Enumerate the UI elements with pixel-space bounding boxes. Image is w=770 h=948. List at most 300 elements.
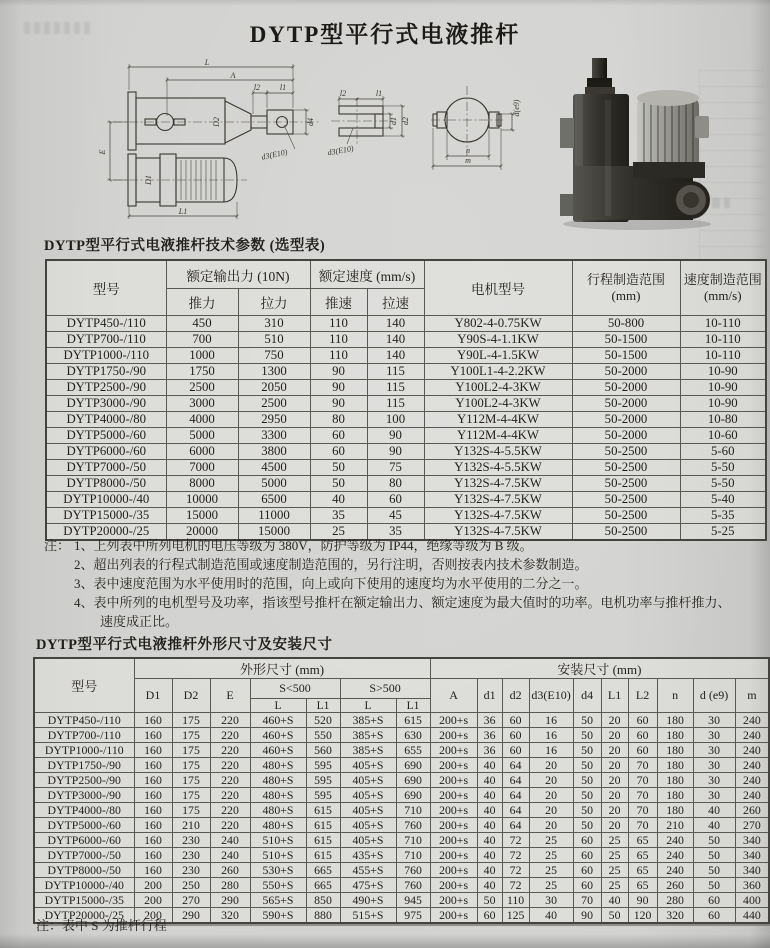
table-cell: 220 <box>210 713 250 728</box>
table-row <box>34 818 769 833</box>
table-cell: 595 <box>306 758 340 773</box>
table-cell: 5-40 <box>680 492 766 508</box>
table-cell: 690 <box>396 773 430 788</box>
table-cell: 50-2500 <box>572 460 680 476</box>
table-row <box>34 728 769 743</box>
table-cell: 20 <box>601 803 628 818</box>
table-cell: 220 <box>210 773 250 788</box>
table-cell: 90 <box>310 380 367 396</box>
table-cell: 475+S <box>340 878 396 893</box>
table-row <box>34 848 769 863</box>
table-cell: 50 <box>477 893 502 908</box>
table-cell: 530+S <box>250 863 306 878</box>
table-cell: 160 <box>134 863 172 878</box>
table-cell: 80 <box>367 476 424 492</box>
table-cell: 2500 <box>238 396 310 412</box>
table-cell: 615 <box>306 848 340 863</box>
table-cell: 70 <box>628 818 657 833</box>
table-row <box>46 492 766 508</box>
table-cell: Y132S-4-5.5KW <box>424 460 572 476</box>
table-cell: 615 <box>306 803 340 818</box>
col-header-A: A <box>430 679 477 713</box>
table-cell: 10-110 <box>680 316 766 332</box>
table-cell: 200+s <box>430 833 477 848</box>
dim-label-d3: d3(E10) <box>260 147 289 162</box>
table-cell: 200+s <box>430 773 477 788</box>
table-row <box>34 833 769 848</box>
table-cell: 320 <box>210 908 250 924</box>
table-cell: 20 <box>601 728 628 743</box>
table-row <box>34 713 769 728</box>
notes-prefix: 注： <box>44 538 71 553</box>
dim-label-n: n <box>466 146 470 155</box>
model-cell: DYTP2500-/90 <box>34 773 134 788</box>
table-cell: 175 <box>172 773 210 788</box>
table-row <box>46 508 766 524</box>
table-cell: 70 <box>628 803 657 818</box>
table-cell: 200+s <box>430 908 477 924</box>
table-cell: Y100L2-4-3KW <box>424 396 572 412</box>
table-cell: 30 <box>529 893 573 908</box>
dimension-table <box>33 657 770 924</box>
note-item <box>44 536 734 555</box>
table-cell: 710 <box>396 848 430 863</box>
table-cell: 70 <box>573 893 601 908</box>
col-header-D1: D1 <box>134 679 172 713</box>
model-cell: DYTP450-/110 <box>46 316 166 332</box>
table-cell: 30 <box>693 758 735 773</box>
table-cell: 30 <box>693 788 735 803</box>
spec-table-title: DYTP型平行式电液推杆技术参数 (选型表) <box>44 238 326 254</box>
table-cell: 240 <box>735 743 769 758</box>
table-row <box>34 773 769 788</box>
model-cell: DYTP5000-/60 <box>34 818 134 833</box>
table-cell: 90 <box>310 396 367 412</box>
table-cell: 25 <box>601 833 628 848</box>
footnote: 注：表中 S 为推杆行程 <box>36 918 167 933</box>
table-cell: 2950 <box>238 412 310 428</box>
table-cell: 60 <box>477 908 502 924</box>
table-cell: 615 <box>396 713 430 728</box>
col-header-D2: D2 <box>172 679 210 713</box>
col-header-model: 型号 <box>34 658 134 713</box>
table-cell: 550 <box>306 728 340 743</box>
col-header-s-lt-500: S<500 <box>250 679 340 699</box>
table-cell: 70 <box>628 773 657 788</box>
table-cell: 50 <box>601 908 628 924</box>
table-cell: 64 <box>502 758 529 773</box>
table-cell: 8000 <box>166 476 238 492</box>
table-cell: 200 <box>134 908 172 924</box>
table-cell: 200+s <box>430 743 477 758</box>
table-cell: 90 <box>367 444 424 460</box>
table-row <box>34 758 769 773</box>
table-row <box>34 803 769 818</box>
table-cell: 7000 <box>166 460 238 476</box>
table-cell: 175 <box>172 713 210 728</box>
table-cell: 160 <box>134 728 172 743</box>
table-cell: 10-90 <box>680 364 766 380</box>
table-cell: 340 <box>735 863 769 878</box>
scan-artifact <box>24 22 94 34</box>
table-cell: 36 <box>477 728 502 743</box>
table-cell: Y132S-4-7.5KW <box>424 508 572 524</box>
col-header-d4: d4 <box>573 679 601 713</box>
table-cell: 5-60 <box>680 444 766 460</box>
table-cell: 10000 <box>166 492 238 508</box>
table-cell: 30 <box>693 728 735 743</box>
table-cell: 90 <box>310 364 367 380</box>
table-cell: 3000 <box>166 396 238 412</box>
table-cell: 180 <box>657 773 693 788</box>
table-cell: 6500 <box>238 492 310 508</box>
table-cell: 25 <box>310 524 367 541</box>
note-item <box>44 555 734 574</box>
table-cell: Y100L1-4-2.2KW <box>424 364 572 380</box>
table-cell: 80 <box>310 412 367 428</box>
table-cell: 64 <box>502 803 529 818</box>
table-cell: 15000 <box>166 508 238 524</box>
table-cell: Y90S-4-1.1KW <box>424 332 572 348</box>
table-cell: 20 <box>601 743 628 758</box>
note-item <box>44 574 734 593</box>
table-cell: 11000 <box>238 508 310 524</box>
table-cell: 40 <box>477 878 502 893</box>
col-header-rated-speed: 额定速度 (mm/s) <box>310 260 424 289</box>
table-cell: 240 <box>735 728 769 743</box>
table-cell: 110 <box>310 316 367 332</box>
table-cell: Y132S-4-5.5KW <box>424 444 572 460</box>
dim-label-D1: D1 <box>144 175 153 185</box>
table-row <box>46 316 766 332</box>
table-cell: 180 <box>657 758 693 773</box>
table-cell: 90 <box>628 893 657 908</box>
col-header-motor: 电机型号 <box>424 260 572 316</box>
table-cell: 5-50 <box>680 476 766 492</box>
col-header-speed-range <box>680 260 766 316</box>
model-cell: DYTP1000-/110 <box>34 743 134 758</box>
table-cell: 655 <box>396 743 430 758</box>
table-cell: 200+s <box>430 788 477 803</box>
table-cell: 20 <box>601 713 628 728</box>
table-cell: 220 <box>210 803 250 818</box>
table-cell: 2050 <box>238 380 310 396</box>
table-cell: 3300 <box>238 428 310 444</box>
table-cell: 280 <box>657 893 693 908</box>
table-cell: 60 <box>573 878 601 893</box>
table-cell: 515+S <box>340 908 396 924</box>
table-cell: 280 <box>210 878 250 893</box>
table-cell: 595 <box>306 788 340 803</box>
dim-label-d2: d2 <box>401 117 410 125</box>
table-cell: Y90L-4-1.5KW <box>424 348 572 364</box>
table-cell: 480+S <box>250 818 306 833</box>
table-cell: 180 <box>657 713 693 728</box>
table-cell: 20 <box>601 773 628 788</box>
table-cell: 460+S <box>250 743 306 758</box>
table-cell: 90 <box>573 908 601 924</box>
header-line: (mm/s) <box>703 288 742 303</box>
table-cell: 455+S <box>340 863 396 878</box>
table-cell: 405+S <box>340 788 396 803</box>
table-cell: 175 <box>172 728 210 743</box>
table-cell: 64 <box>502 818 529 833</box>
model-cell: DYTP1750-/90 <box>46 364 166 380</box>
model-cell: DYTP10000-/40 <box>46 492 166 508</box>
table-cell: 175 <box>172 743 210 758</box>
model-cell: DYTP700-/110 <box>46 332 166 348</box>
table-cell: 180 <box>657 788 693 803</box>
table-cell: 700 <box>166 332 238 348</box>
table-cell: 70 <box>628 758 657 773</box>
table-cell: 5-35 <box>680 508 766 524</box>
dim-label-L: L <box>204 58 210 67</box>
col-header-L-gt: L <box>340 699 396 713</box>
table-cell: 240 <box>210 848 250 863</box>
col-header-d2: d2 <box>502 679 529 713</box>
model-cell: DYTP4000-/80 <box>34 803 134 818</box>
table-cell: 50 <box>573 758 601 773</box>
col-header-outer-dims: 外形尺寸 (mm) <box>134 658 430 679</box>
table-cell: 20 <box>529 788 573 803</box>
table-cell: 70 <box>628 788 657 803</box>
table-cell: 30 <box>693 713 735 728</box>
table-cell: 65 <box>628 878 657 893</box>
table-cell: 110 <box>310 348 367 364</box>
table-cell: 615 <box>306 833 340 848</box>
table-cell: 180 <box>657 728 693 743</box>
table-cell: 565+S <box>250 893 306 908</box>
table-cell: 385+S <box>340 743 396 758</box>
col-header-push-speed: 推速 <box>310 289 367 316</box>
table-cell: 880 <box>306 908 340 924</box>
col-header-L1-lt: L1 <box>306 699 340 713</box>
dim-label-de9: d(e9) <box>512 99 521 117</box>
model-cell: DYTP20000-/25 <box>34 908 134 924</box>
dimension-table-body <box>34 713 769 924</box>
table-cell: 115 <box>367 396 424 412</box>
table-cell: 405+S <box>340 818 396 833</box>
table-cell: 230 <box>172 848 210 863</box>
table-cell: 40 <box>529 908 573 924</box>
table-cell: 20 <box>529 773 573 788</box>
page-title: DYTP型平行式电液推杆 <box>249 22 521 47</box>
header-line: 速度制造范围 <box>683 272 762 287</box>
table-cell: 10-110 <box>680 348 766 364</box>
model-cell: DYTP5000-/60 <box>46 428 166 444</box>
table-cell: 710 <box>396 833 430 848</box>
table-cell: 690 <box>396 758 430 773</box>
table-cell: 1000 <box>166 348 238 364</box>
table-cell: 760 <box>396 818 430 833</box>
table-cell: 50 <box>693 878 735 893</box>
table-cell: 20 <box>529 758 573 773</box>
table-cell: 340 <box>735 833 769 848</box>
table-cell: 665 <box>306 878 340 893</box>
table-cell: 3800 <box>238 444 310 460</box>
table-cell: 850 <box>306 893 340 908</box>
notes <box>44 536 734 631</box>
table-cell: 20 <box>601 788 628 803</box>
table-cell: 50 <box>693 848 735 863</box>
table-row <box>46 428 766 444</box>
table-cell: 72 <box>502 833 529 848</box>
table-cell: 220 <box>210 758 250 773</box>
col-header-n: n <box>657 679 693 713</box>
table-cell: 50 <box>693 833 735 848</box>
table-cell: 405+S <box>340 803 396 818</box>
dim-label-d1: d1 <box>389 117 398 125</box>
model-cell: DYTP700-/110 <box>34 728 134 743</box>
table-cell: 240 <box>657 833 693 848</box>
table-cell: 240 <box>210 833 250 848</box>
table-cell: 140 <box>367 316 424 332</box>
dim-label-D2: D2 <box>212 117 221 127</box>
table-cell: 450 <box>166 316 238 332</box>
table-cell: 50-800 <box>572 316 680 332</box>
table-cell: 4000 <box>166 412 238 428</box>
table-cell: 240 <box>657 863 693 878</box>
table-cell: 200+s <box>430 728 477 743</box>
table-cell: 50 <box>693 863 735 878</box>
table-cell: 2500 <box>166 380 238 396</box>
table-cell: 110 <box>502 893 529 908</box>
table-cell: 10-80 <box>680 412 766 428</box>
dim-label-L1: L1 <box>178 207 188 216</box>
table-cell: Y132S-4-7.5KW <box>424 492 572 508</box>
table-cell: 200 <box>134 893 172 908</box>
table-cell: 665 <box>306 863 340 878</box>
table-cell: 16 <box>529 713 573 728</box>
table-cell: 60 <box>310 444 367 460</box>
table-cell: 440 <box>735 908 769 924</box>
table-cell: 40 <box>310 492 367 508</box>
table-cell: 65 <box>628 848 657 863</box>
table-cell: 60 <box>693 908 735 924</box>
table-cell: 15000 <box>238 524 310 541</box>
col-header-model: 型号 <box>46 260 166 316</box>
table-cell: Y100L2-4-3KW <box>424 380 572 396</box>
table-cell: 140 <box>367 332 424 348</box>
table-cell: 40 <box>477 803 502 818</box>
table-cell: 25 <box>529 878 573 893</box>
table-cell: 50 <box>573 743 601 758</box>
dim-label-d3-section: d3(E10) <box>326 143 355 158</box>
col-header-de9: d (e9) <box>693 679 735 713</box>
table-cell: 460+S <box>250 728 306 743</box>
table-cell: Y132S-4-7.5KW <box>424 524 572 541</box>
table-row <box>34 878 769 893</box>
dim-label-d4: d4 <box>306 118 315 126</box>
table-cell: 220 <box>210 743 250 758</box>
table-cell: 510+S <box>250 833 306 848</box>
table-cell: 5-50 <box>680 460 766 476</box>
col-header-E: E <box>210 679 250 713</box>
table-cell: 25 <box>529 863 573 878</box>
table-cell: 5-25 <box>680 524 766 541</box>
table-cell: 40 <box>477 863 502 878</box>
table-cell: 20 <box>601 758 628 773</box>
table-row <box>34 788 769 803</box>
table-row <box>46 460 766 476</box>
table-cell: 210 <box>172 818 210 833</box>
table-cell: Y132S-4-7.5KW <box>424 476 572 492</box>
table-cell: 4500 <box>238 460 310 476</box>
table-cell: 65 <box>628 863 657 878</box>
table-cell: 50-2000 <box>572 380 680 396</box>
table-cell: 50-2000 <box>572 396 680 412</box>
table-cell: 510+S <box>250 848 306 863</box>
table-cell: 5000 <box>238 476 310 492</box>
note-text: 3、表中速度范围为水平使用时的范围，向上或向下使用的速度均为水平使用的二分之一。 <box>74 576 588 591</box>
model-cell: DYTP8000-/50 <box>34 863 134 878</box>
table-row <box>46 380 766 396</box>
table-cell: 160 <box>134 833 172 848</box>
table-cell: 460+S <box>250 713 306 728</box>
model-cell: DYTP7000-/50 <box>46 460 166 476</box>
table-row <box>46 364 766 380</box>
header-line: 行程制造范围 <box>586 272 665 287</box>
table-cell: 160 <box>134 713 172 728</box>
table-cell: 64 <box>502 773 529 788</box>
table-cell: 480+S <box>250 803 306 818</box>
table-cell: 36 <box>477 743 502 758</box>
table-cell: 615 <box>306 818 340 833</box>
table-cell: 510 <box>238 332 310 348</box>
table-cell: 25 <box>601 848 628 863</box>
table-cell: 40 <box>693 803 735 818</box>
table-row <box>46 396 766 412</box>
table-cell: 435+S <box>340 848 396 863</box>
table-cell: 50-1500 <box>572 348 680 364</box>
model-cell: DYTP2500-/90 <box>46 380 166 396</box>
table-cell: 60 <box>310 428 367 444</box>
table-cell: 480+S <box>250 773 306 788</box>
table-cell: 945 <box>396 893 430 908</box>
table-cell: 50-1500 <box>572 332 680 348</box>
table-cell: 50-2500 <box>572 444 680 460</box>
col-header-push-force: 推力 <box>166 289 238 316</box>
table-cell: 385+S <box>340 728 396 743</box>
table-cell: 140 <box>367 348 424 364</box>
table-cell: 60 <box>628 713 657 728</box>
table-cell: Y802-4-0.75KW <box>424 316 572 332</box>
table-cell: 25 <box>601 878 628 893</box>
table-cell: 160 <box>134 818 172 833</box>
table-cell: 270 <box>735 818 769 833</box>
table-cell: 50 <box>573 728 601 743</box>
table-cell: 480+S <box>250 788 306 803</box>
table-cell: 50 <box>573 713 601 728</box>
table-cell: 200+s <box>430 878 477 893</box>
dimension-table-title: DYTP型平行式电液推杆外形尺寸及安装尺寸 <box>36 637 333 653</box>
table-cell: 40 <box>693 818 735 833</box>
model-cell: DYTP3000-/90 <box>46 396 166 412</box>
table-row <box>34 863 769 878</box>
table-cell: 60 <box>502 728 529 743</box>
dim-label-l1-section: l1 <box>375 89 383 98</box>
table-cell: 240 <box>735 713 769 728</box>
table-cell: 200+s <box>430 893 477 908</box>
dim-label-E: E <box>98 149 107 155</box>
table-cell: 50-2000 <box>572 428 680 444</box>
table-cell: 35 <box>310 508 367 524</box>
table-cell: 405+S <box>340 773 396 788</box>
table-cell: 20000 <box>166 524 238 541</box>
table-cell: 760 <box>396 863 430 878</box>
table-cell: 290 <box>172 908 210 924</box>
table-cell: 50 <box>573 818 601 833</box>
